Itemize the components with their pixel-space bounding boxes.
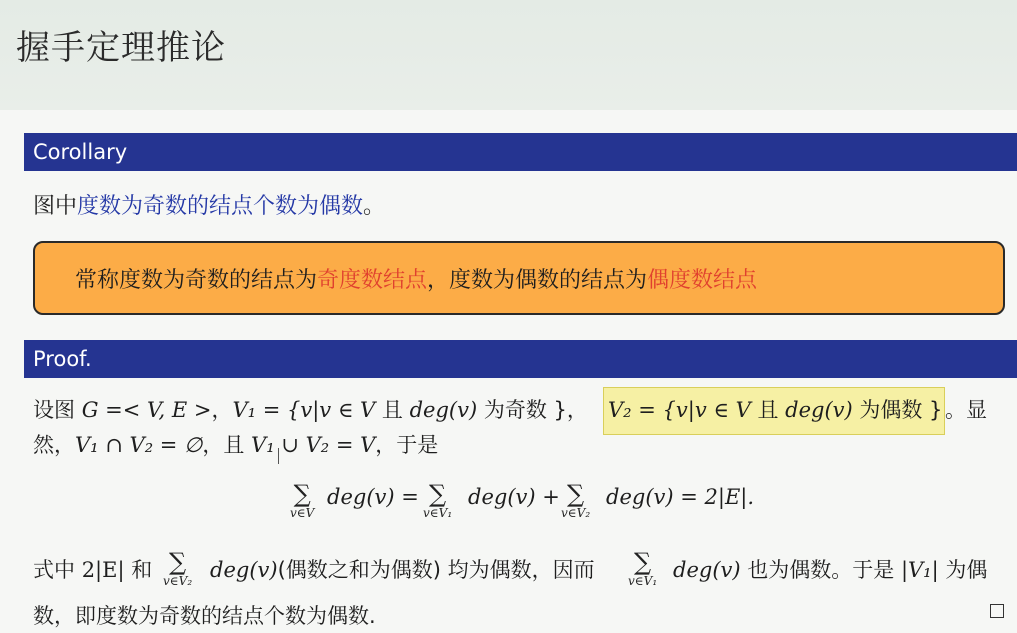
text: 和 [124, 558, 153, 582]
odd-degree-term: 奇度数结点 [317, 268, 428, 293]
math-union: V₁ ∪ V₂ = V [251, 433, 376, 457]
text: (偶数之和为偶数) 均为偶数，因而 [277, 558, 595, 582]
text: 为奇数 }， [483, 398, 588, 422]
callout-text [75, 263, 757, 294]
proof-line-1-end: 。显 [945, 398, 987, 422]
eq-term-2: deg(v) + [468, 485, 560, 509]
text: ，且 [202, 433, 252, 457]
corollary-header: Corollary [24, 133, 1017, 171]
math-deg: deg(v) [673, 558, 741, 582]
sum-over-v [290, 482, 314, 520]
sum-over-v2-inline [163, 550, 192, 588]
sum-over-v1-inline [628, 550, 657, 588]
sum-over-v2 [561, 482, 590, 520]
callout-part-1: 常称度数为奇数的结点为 [75, 268, 318, 293]
math-abs-v1: |V₁| [900, 558, 939, 582]
corollary-text-3: 。 [363, 194, 386, 219]
sum-symbol: ∑ [293, 480, 311, 508]
text-cursor-icon [278, 448, 281, 464]
sum-over-v1 [423, 482, 452, 520]
eq-term-3: deg(v) = 2|E|. [606, 485, 755, 509]
math-deg: deg(v) [409, 398, 484, 422]
proof-line-3-end [673, 554, 987, 584]
qed-square-icon [990, 604, 1004, 618]
text: 然， [33, 433, 75, 457]
proof-line-1 [33, 394, 588, 424]
corollary-highlight: 度数为奇数的结点个数为偶数 [77, 194, 364, 219]
sum-symbol: ∑ [634, 548, 652, 576]
text: 式中 [33, 558, 82, 582]
proof-line-3-start [33, 554, 152, 584]
math-deg: deg(v) [785, 398, 860, 422]
corollary-text-1: 图中 [33, 194, 78, 219]
title-bar [0, 0, 1017, 110]
text: 设图 [33, 398, 82, 422]
sum-symbol: ∑ [169, 548, 187, 576]
text: 且 [381, 398, 410, 422]
math-intersection: V₁ ∩ V₂ = ∅ [75, 433, 203, 457]
math-deg: deg(v) [210, 558, 278, 582]
sum-subscript: v∈V₂ [163, 574, 193, 588]
text: ， [211, 398, 233, 422]
text: 且 [757, 398, 786, 422]
proof-line-4: 数，即度数为奇数的结点个数为偶数. [33, 604, 376, 628]
highlighted-set-definition [608, 394, 942, 424]
corollary-statement [33, 189, 385, 220]
math-v1: V₁ = {v|v ∈ V [232, 398, 382, 422]
definition-callout [33, 241, 1005, 315]
sum-subscript: v∈V [290, 506, 315, 520]
slide-title: 握手定理推论 [16, 28, 226, 68]
sum-symbol: ∑ [429, 480, 447, 508]
math-v2: V₂ = {v|v ∈ V [608, 398, 758, 422]
proof-header: Proof. [24, 340, 1017, 378]
proof-line-2 [33, 429, 438, 459]
text: 为偶数 } [859, 398, 943, 422]
even-degree-term: 偶度数结点 [647, 268, 758, 293]
sum-symbol: ∑ [567, 480, 585, 508]
sum-subscript: v∈V₁ [423, 506, 453, 520]
text: 也为偶数。于是 [740, 558, 901, 582]
text: ，于是 [375, 433, 439, 457]
sum-subscript: v∈V₁ [628, 574, 658, 588]
eq-term-1: deg(v) = [327, 485, 419, 509]
sum-subscript: v∈V₂ [561, 506, 591, 520]
math-graph: G =< V, E > [81, 398, 212, 422]
callout-part-3: ，度数为偶数的结点为 [427, 268, 648, 293]
text: 为偶 [938, 558, 988, 582]
proof-line-3-mid [210, 554, 595, 584]
math-2e: 2|E| [81, 558, 125, 582]
